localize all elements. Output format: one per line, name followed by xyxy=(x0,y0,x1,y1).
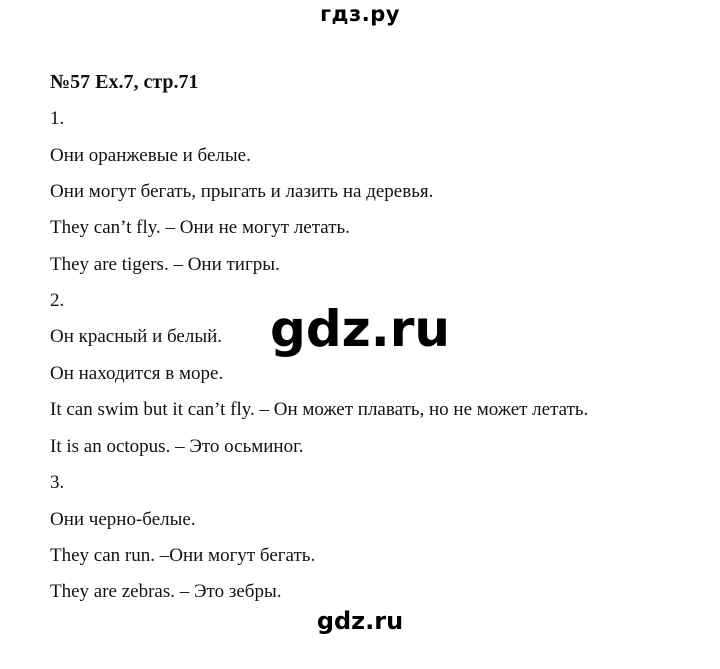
answer-line: 1. xyxy=(50,108,65,129)
site-header: гдз.ру xyxy=(320,2,400,26)
answer-line: It is an octopus. – Это осьминог. xyxy=(50,436,304,457)
answer-line: They can run. –Они могут бегать. xyxy=(50,545,316,566)
exercise-title: №57 Ex.7, стр.71 xyxy=(50,71,199,93)
site-footer: gdz.ru xyxy=(316,607,404,635)
answer-line: Они черно-белые. xyxy=(50,509,196,530)
answer-line: They are tigers. – Они тигры. xyxy=(50,254,280,275)
answer-line: It can swim but it can’t fly. – Он может плавать, но не может летать. xyxy=(50,399,589,420)
answer-line: They are zebras. – Это зебры. xyxy=(50,581,282,602)
answer-line: Он находится в море. xyxy=(50,363,224,384)
answer-line: Он красный и белый. xyxy=(50,326,223,347)
answer-line: Они могут бегать, прыгать и лазить на деревья. xyxy=(50,181,434,202)
answer-line: 2. xyxy=(50,290,65,311)
answer-line: 3. xyxy=(50,472,65,493)
answer-line: They can’t fly. – Они не могут летать. xyxy=(50,217,350,238)
answer-line: Они оранжевые и белые. xyxy=(50,145,251,166)
watermark: gdz.ru xyxy=(270,300,450,358)
